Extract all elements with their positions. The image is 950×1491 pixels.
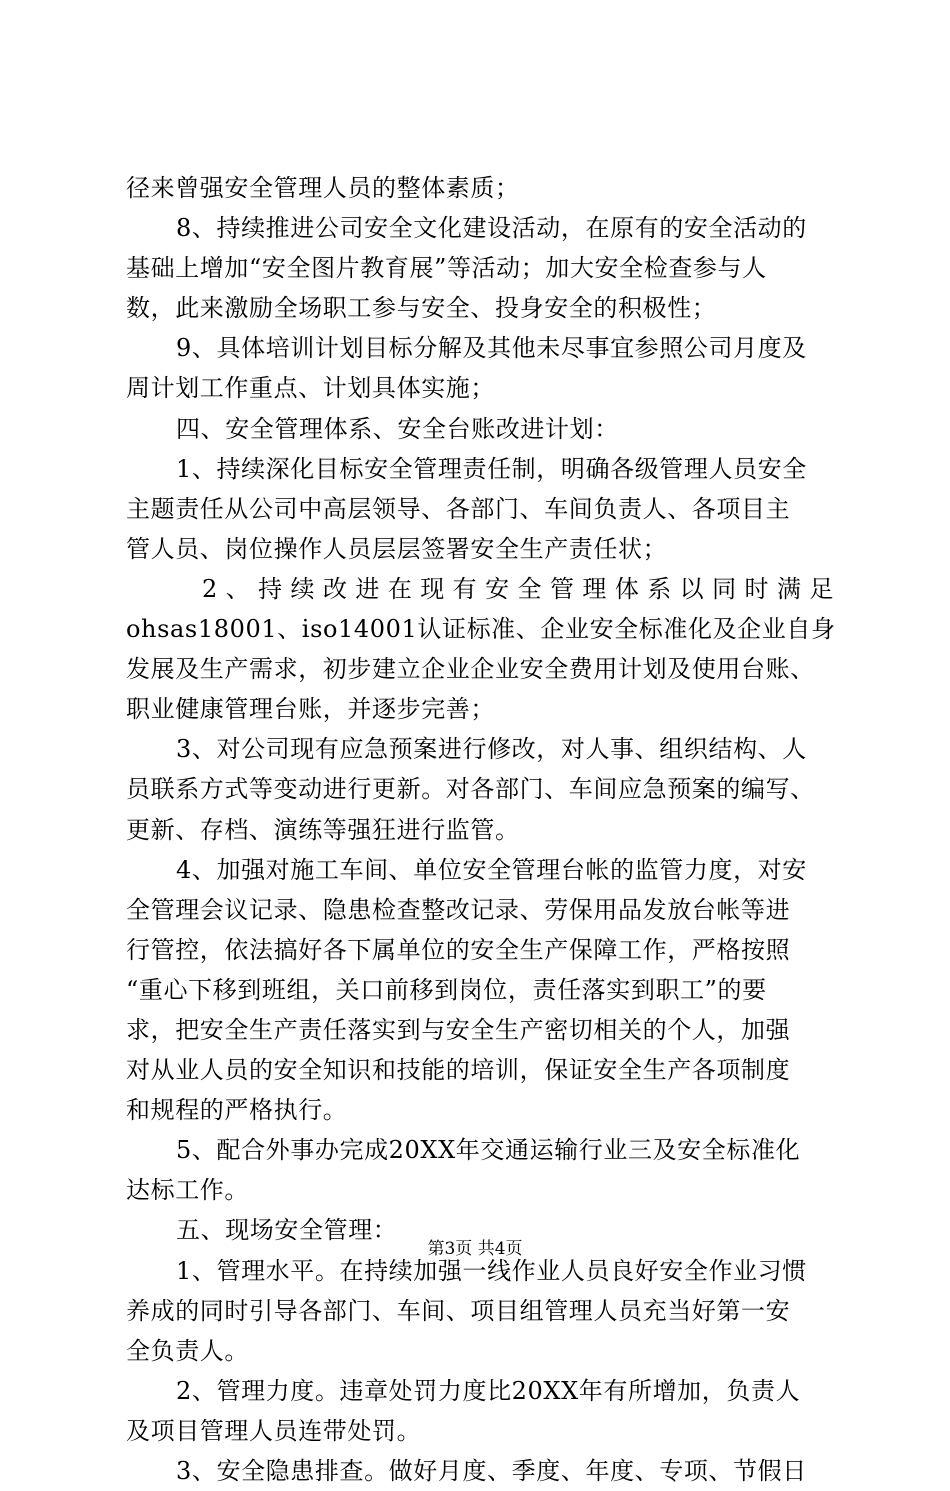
text-line: 及项目管理人员连带处罚。 — [126, 1416, 422, 1445]
text-line: 求，把安全生产责任落实到与安全生产密切相关的个人，加强 — [126, 1015, 791, 1044]
text-line: 全负责人。 — [126, 1336, 249, 1365]
text-line: 数，此来激励全场职工参与安全、投身安全的积极性； — [126, 294, 717, 323]
text-line: 1、管理水平。在持续加强一线作业人员良好安全作业习惯 — [176, 1256, 807, 1285]
text-line: 更新、存档、演练等强狂进行监管。 — [126, 815, 520, 844]
text-line: 主题责任从公司中高层领导、各部门、车间负责人、各项目主 — [126, 494, 791, 523]
text-line: 达标工作。 — [126, 1176, 249, 1205]
section-heading: 四、安全管理体系、安全台账改进计划： — [176, 414, 619, 443]
text-line: 员联系方式等变动进行更新。对各部门、车间应急预案的编写、 — [126, 775, 815, 804]
text-line: 2、持续改进在现有安全管理体系以同时满足 — [202, 574, 834, 603]
text-line: 径来曾强安全管理人员的整体素质； — [126, 174, 520, 202]
text-line: 3、安全隐患排查。做好月度、季度、年度、专项、节假日 — [176, 1457, 807, 1485]
text-line: 8、持续推进公司安全文化建设活动，在原有的安全活动的 — [176, 214, 807, 243]
text-line: 对从业人员的安全知识和技能的培训，保证安全生产各项制度 — [126, 1056, 791, 1085]
text-line: 1、持续深化目标安全管理责任制，明确各级管理人员安全 — [176, 454, 807, 483]
text-line: 行管控，依法搞好各下属单位的安全生产保障工作，严格按照 — [126, 935, 791, 964]
document-body — [126, 168, 834, 1491]
text-line: 管人员、岗位操作人员层层签署安全生产责任状； — [126, 534, 668, 563]
text-line: 全管理会议记录、隐患检查整改记录、劳保用品发放台帐等进 — [126, 895, 791, 924]
text-line: 发展及生产需求，初步建立企业企业安全费用计划及使用台账、 — [126, 655, 815, 684]
text-line: 养成的同时引导各部门、车间、项目组管理人员充当好第一安 — [126, 1296, 791, 1325]
page-number-footer: 第3页 共4页 — [427, 1239, 523, 1259]
text-line: 3、对公司现有应急预案进行修改，对人事、组织结构、人 — [176, 735, 807, 764]
text-line: 职业健康管理台账，并逐步完善； — [126, 695, 495, 724]
text-line: 4、加强对施工车间、单位安全管理台帐的监管力度，对安 — [176, 855, 807, 884]
text-line: 基础上增加“安全图片教育展”等活动；加大安全检查参与人 — [126, 254, 767, 283]
text-line: 9、具体培训计划目标分解及其他未尽事宜参照公司月度及 — [176, 334, 807, 363]
section-heading: 五、现场安全管理： — [176, 1216, 398, 1245]
text-line: ohsas18001、iso14001认证标准、企业安全标准化及企业自身 — [126, 615, 836, 644]
text-line: 2、管理力度。违章处罚力度比20XX年有所增加，负责人 — [176, 1376, 801, 1405]
text-line: “重心下移到班组，关口前移到岗位，责任落实到职工”的要 — [126, 975, 767, 1004]
text-line: 5、配合外事办完成20XX年交通运输行业三及安全标准化 — [176, 1136, 801, 1165]
text-line: 和规程的严格执行。 — [126, 1096, 348, 1125]
text-line: 周计划工作重点、计划具体实施； — [126, 374, 495, 403]
